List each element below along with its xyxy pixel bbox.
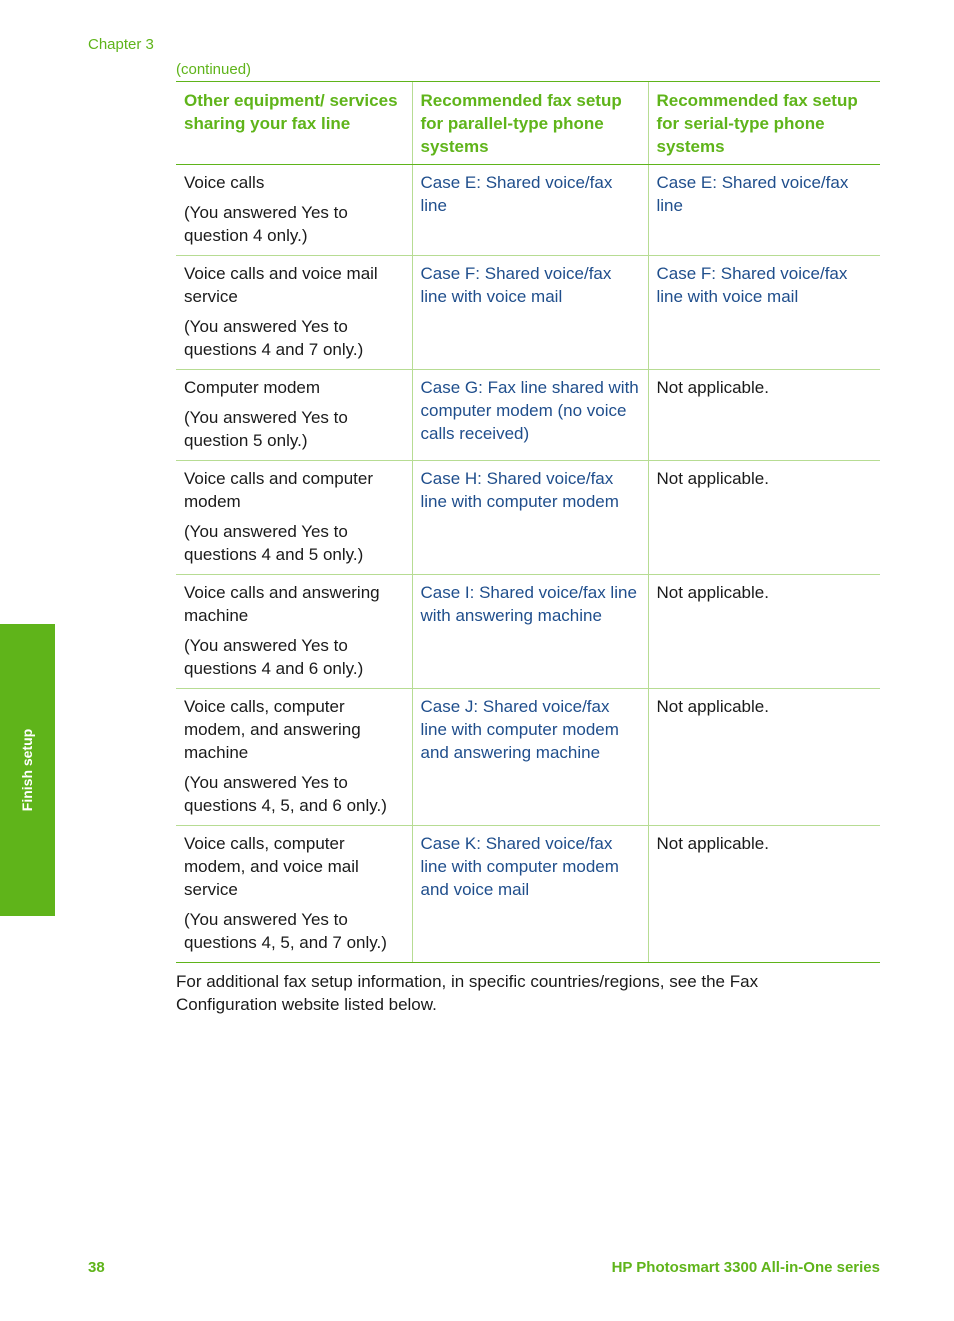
cell-parallel [412,370,648,461]
header-parallel: Recommended fax setup for parallel-type phone systems [412,82,648,165]
serial-case-link[interactable]: Case F: Shared voice/fax line with voice mail [656,264,848,306]
cell-serial [648,575,880,689]
serial-value: Not applicable. [656,697,769,716]
cell-serial [648,165,880,256]
table-row [176,165,880,256]
equipment-name: Voice calls [184,173,265,192]
cell-equipment [176,689,412,826]
parallel-case-link[interactable]: Case G: Fax line shared with computer modem (no voice calls received) [420,378,639,443]
table-row [176,461,880,575]
cell-serial [648,370,880,461]
table-header-row [176,82,880,165]
cell-equipment [176,461,412,575]
equipment-name: Voice calls, computer modem, and voice mail service [184,834,359,899]
cell-serial [648,689,880,826]
serial-value: Not applicable. [656,378,769,397]
cell-parallel [412,826,648,963]
answered-note: (You answered Yes to questions 4, 5, and 6 only.) [184,773,387,815]
table-row [176,370,880,461]
table-row [176,689,880,826]
serial-value: Not applicable. [656,583,769,602]
table-row [176,826,880,963]
cell-equipment [176,575,412,689]
cell-parallel [412,575,648,689]
answered-note: (You answered Yes to questions 4 and 5 only.) [184,522,364,564]
cell-equipment [176,256,412,370]
equipment-name: Voice calls, computer modem, and answering machine [184,697,361,762]
table-row [176,575,880,689]
parallel-case-link[interactable]: Case J: Shared voice/fax line with computer modem and answering machine [420,697,619,762]
cell-parallel [412,165,648,256]
serial-case-link[interactable]: Case E: Shared voice/fax line [656,173,849,215]
continued-label: (continued) [176,61,252,78]
cell-parallel [412,689,648,826]
product-name: HP Photosmart 3300 All-in-One series [611,1259,880,1276]
cell-serial [648,256,880,370]
answered-note: (You answered Yes to question 5 only.) [184,408,348,450]
parallel-case-link[interactable]: Case H: Shared voice/fax line with computer modem [420,469,619,511]
chapter-label: Chapter 3 [88,36,154,53]
equipment-name: Voice calls and answering machine [184,583,380,625]
answered-note: (You answered Yes to question 4 only.) [184,203,348,245]
header-equipment: Other equipment/ services sharing your fax line [176,82,412,165]
cell-serial [648,461,880,575]
serial-value: Not applicable. [656,834,769,853]
table-row [176,256,880,370]
cell-equipment [176,826,412,963]
answered-note: (You answered Yes to questions 4 and 6 only.) [184,636,364,678]
cell-parallel [412,461,648,575]
parallel-case-link[interactable]: Case I: Shared voice/fax line with answering machine [420,583,637,625]
side-tab-label: Finish setup [19,728,35,812]
equipment-name: Computer modem [184,378,321,397]
parallel-case-link[interactable]: Case K: Shared voice/fax line with computer modem and voice mail [420,834,619,899]
header-serial: Recommended fax setup for serial-type phone systems [648,82,880,165]
cell-parallel [412,256,648,370]
parallel-case-link[interactable]: Case F: Shared voice/fax line with voice mail [420,264,612,306]
parallel-case-link[interactable]: Case E: Shared voice/fax line [420,173,613,215]
additional-info-paragraph: For additional fax setup information, in specific countries/regions, see the Fax Configuration website listed below. [176,972,759,1014]
fax-setup-table [176,81,880,963]
serial-value: Not applicable. [656,469,769,488]
equipment-name: Voice calls and computer modem [184,469,373,511]
side-tab [0,624,55,916]
equipment-name: Voice calls and voice mail service [184,264,378,306]
cell-equipment [176,370,412,461]
answered-note: (You answered Yes to questions 4 and 7 only.) [184,317,364,359]
cell-serial [648,826,880,963]
page-number: 38 [88,1259,105,1276]
cell-equipment [176,165,412,256]
answered-note: (You answered Yes to questions 4, 5, and 7 only.) [184,910,387,952]
